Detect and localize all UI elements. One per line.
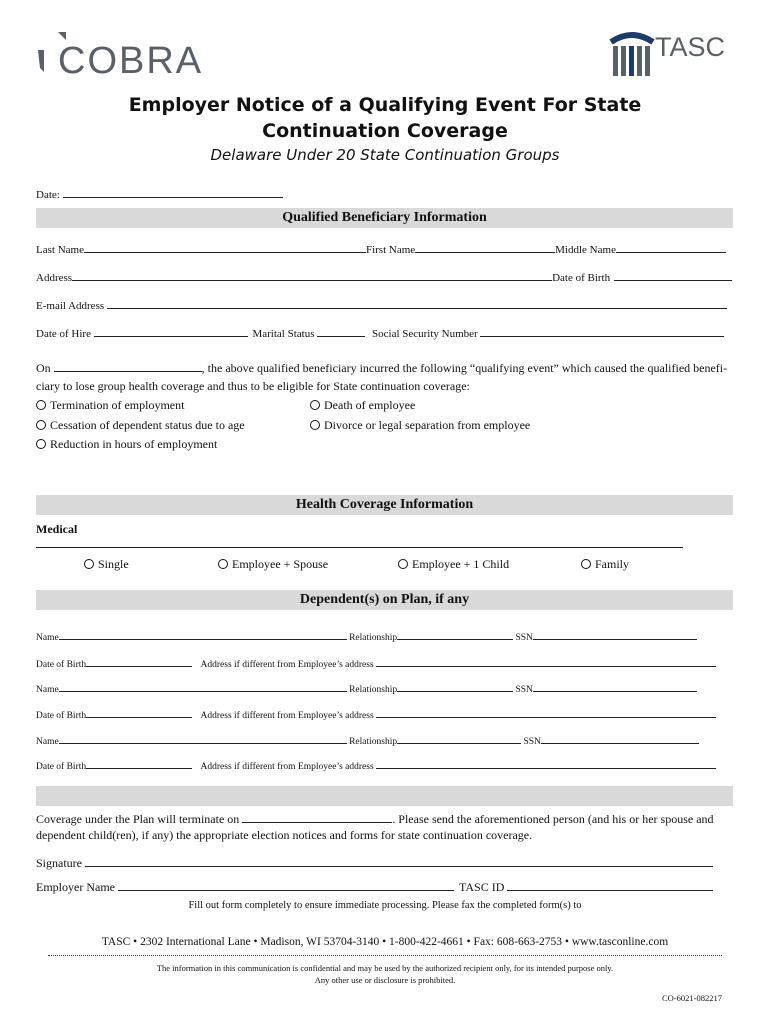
health-coverage-heading: Health Coverage Information	[36, 495, 733, 515]
radio-icon	[36, 400, 46, 410]
dependent-ssn-label: SSN	[515, 633, 533, 643]
fill-out-instructions: Fill out form completely to ensure immediate processing. Please fax the completed form(s) to	[188, 900, 582, 911]
employer-name-field[interactable]	[118, 879, 454, 891]
dependent-address-label: Address if different from Employee’s address	[200, 762, 374, 772]
event-text-1: , the above qualified beneficiary incurred the following “qualifying event” which caused the qualified benefi-	[201, 361, 728, 375]
dependent-name-field[interactable]	[59, 732, 347, 744]
dependent-address-field[interactable]	[376, 706, 716, 718]
date-of-hire-field[interactable]	[94, 325, 248, 337]
medical-plan-field[interactable]	[36, 547, 683, 548]
dependent-dob-field[interactable]	[86, 757, 192, 769]
dependent-address-label: Address if different from Employee’s address	[200, 711, 374, 721]
address-field[interactable]	[72, 269, 552, 281]
dependent-address-field[interactable]	[376, 655, 716, 667]
radio-icon	[36, 439, 46, 449]
radio-icon	[84, 559, 94, 569]
radio-icon	[398, 559, 408, 569]
tasc-address-line: TASC • 2302 International Lane • Madison, WI 53704-3140 • 1-800-422-4661 • Fax: 608-663-2753 • www.tasconline.com	[101, 936, 669, 948]
relationship-field[interactable]	[397, 680, 513, 692]
relationship-label: Relationship	[349, 633, 398, 643]
dob-label: Date of Birth	[552, 272, 611, 284]
medical-label: Medical	[36, 522, 78, 536]
dependent-address-field[interactable]	[376, 757, 716, 769]
signature-field[interactable]	[85, 855, 713, 867]
dependent-ssn-field[interactable]	[533, 628, 697, 640]
title-line-2: Continuation Coverage	[262, 120, 508, 142]
ssn-label: Social Security Number	[372, 328, 478, 340]
ssn-field[interactable]	[480, 325, 724, 337]
last-name-field[interactable]	[84, 241, 366, 253]
form-code: CO-6021-082217	[662, 993, 722, 1003]
event-label: Death of employee	[324, 398, 416, 412]
radio-icon	[310, 420, 320, 430]
email-field[interactable]	[107, 297, 727, 309]
event-label: Reduction in hours of employment	[50, 437, 218, 451]
relationship-label: Relationship	[349, 737, 398, 747]
tasc-logo	[609, 30, 739, 80]
coverage-text-2: dependent child(ren), if any) the appropriate election notices and forms for state continuation coverage.	[36, 828, 533, 842]
coverage-single[interactable]	[84, 557, 129, 572]
dependent-3-name-row	[36, 732, 699, 747]
email-label: E-mail Address	[36, 300, 105, 312]
relationship-label: Relationship	[349, 685, 398, 695]
coverage-family[interactable]	[581, 557, 629, 572]
cobra-logo-text: COBRA	[58, 40, 204, 82]
coverage-label: Single	[98, 557, 129, 571]
coverage-text-1: . Please send the aforementioned person (and his or her spouse and	[392, 812, 714, 826]
employer-name-label: Employer Name	[36, 880, 115, 894]
dependent-1-name-row	[36, 628, 697, 643]
event-reduction[interactable]	[36, 437, 217, 452]
dob-field[interactable]	[614, 269, 732, 281]
dependent-ssn-field[interactable]	[533, 680, 697, 692]
confidential-notice	[0, 962, 770, 986]
cobra-logo	[36, 28, 206, 83]
address-label: Address	[36, 272, 73, 284]
first-name-label: First Name	[365, 244, 416, 256]
marital-status-label: Marital Status	[252, 328, 315, 340]
dependents-heading: Dependent(s) on Plan, if any	[36, 590, 733, 610]
page-title	[0, 92, 770, 144]
coverage-employee-spouse[interactable]	[218, 557, 328, 572]
dotted-divider	[48, 955, 722, 956]
date-of-hire-label: Date of Hire	[36, 328, 91, 340]
name-row	[36, 241, 726, 256]
relationship-field[interactable]	[397, 628, 513, 640]
tasc-logo-text: TASC	[655, 32, 726, 62]
address-row	[36, 269, 732, 284]
title-line-1: Employer Notice of a Qualifying Event For State	[128, 94, 642, 116]
last-name-label: Last Name	[36, 244, 84, 256]
radio-icon	[36, 420, 46, 430]
blank-band	[36, 786, 733, 806]
tasc-id-field[interactable]	[507, 879, 713, 891]
dependent-3-dob-row	[36, 757, 716, 772]
dependent-2-name-row	[36, 680, 697, 695]
dependent-dob-field[interactable]	[86, 655, 192, 667]
hire-row	[36, 325, 724, 340]
confidential-line-2: Any other use or disclosure is prohibited.	[314, 975, 456, 985]
dependent-name-label: Name	[36, 685, 59, 695]
event-divorce[interactable]	[310, 418, 530, 433]
coverage-label: Employee + 1 Child	[412, 557, 510, 571]
date-row	[36, 186, 283, 201]
on-label: On	[36, 361, 51, 375]
coverage-terminate-label: Coverage under the Plan will terminate on	[36, 812, 240, 826]
email-row	[36, 297, 727, 312]
confidential-line-1: The information in this communication is confidential and may be used by the authorized recipient only, for its intended purpose only.	[156, 963, 614, 973]
date-label: Date:	[36, 189, 60, 201]
coverage-terminate-row	[36, 811, 714, 827]
dependent-dob-label: Date of Birth	[36, 660, 87, 670]
dependent-address-label: Address if different from Employee’s address	[200, 660, 374, 670]
marital-status-field[interactable]	[317, 325, 365, 337]
coverage-label: Family	[595, 557, 630, 571]
page-subtitle: Delaware Under 20 State Continuation Groups	[210, 146, 560, 164]
event-cessation[interactable]	[36, 418, 245, 433]
tasc-logo-mark	[609, 30, 655, 78]
event-label: Termination of employment	[50, 398, 185, 412]
dependent-name-label: Name	[36, 737, 59, 747]
dependent-ssn-label: SSN	[515, 685, 533, 695]
dependent-1-dob-row	[36, 655, 716, 670]
middle-name-label: Middle Name	[555, 244, 616, 256]
termination-date-field[interactable]	[242, 811, 392, 823]
radio-icon	[310, 400, 320, 410]
signature-label: Signature	[36, 856, 82, 870]
coverage-employee-child[interactable]	[398, 557, 509, 572]
signature-row	[36, 855, 713, 871]
date-field[interactable]	[63, 186, 283, 198]
middle-name-field[interactable]	[616, 241, 726, 253]
event-date-field[interactable]	[54, 360, 202, 372]
qualified-beneficiary-heading: Qualified Beneficiary Information	[36, 208, 733, 228]
event-row-2: ciary to lose group health coverage and thus to be eligible for State continuation coverage:	[36, 379, 470, 393]
dependent-dob-label: Date of Birth	[36, 762, 87, 772]
event-death[interactable]	[310, 398, 415, 413]
tasc-id-label: TASC ID	[458, 880, 505, 894]
event-label: Divorce or legal separation from employee	[324, 418, 531, 432]
first-name-field[interactable]	[415, 241, 555, 253]
dependent-dob-field[interactable]	[86, 706, 192, 718]
relationship-field[interactable]	[397, 732, 521, 744]
dependent-ssn-label: SSN	[523, 737, 541, 747]
coverage-label: Employee + Spouse	[232, 557, 329, 571]
event-termination[interactable]	[36, 398, 184, 413]
dependent-dob-label: Date of Birth	[36, 711, 87, 721]
dependent-name-field[interactable]	[59, 628, 347, 640]
employer-row	[36, 879, 713, 895]
radio-icon	[581, 559, 591, 569]
event-label: Cessation of dependent status due to age	[50, 418, 245, 432]
dependent-2-dob-row	[36, 706, 716, 721]
radio-icon	[218, 559, 228, 569]
event-row-1	[36, 360, 727, 376]
dependent-ssn-field[interactable]	[541, 732, 699, 744]
dependent-name-field[interactable]	[59, 680, 347, 692]
dependent-name-label: Name	[36, 633, 59, 643]
